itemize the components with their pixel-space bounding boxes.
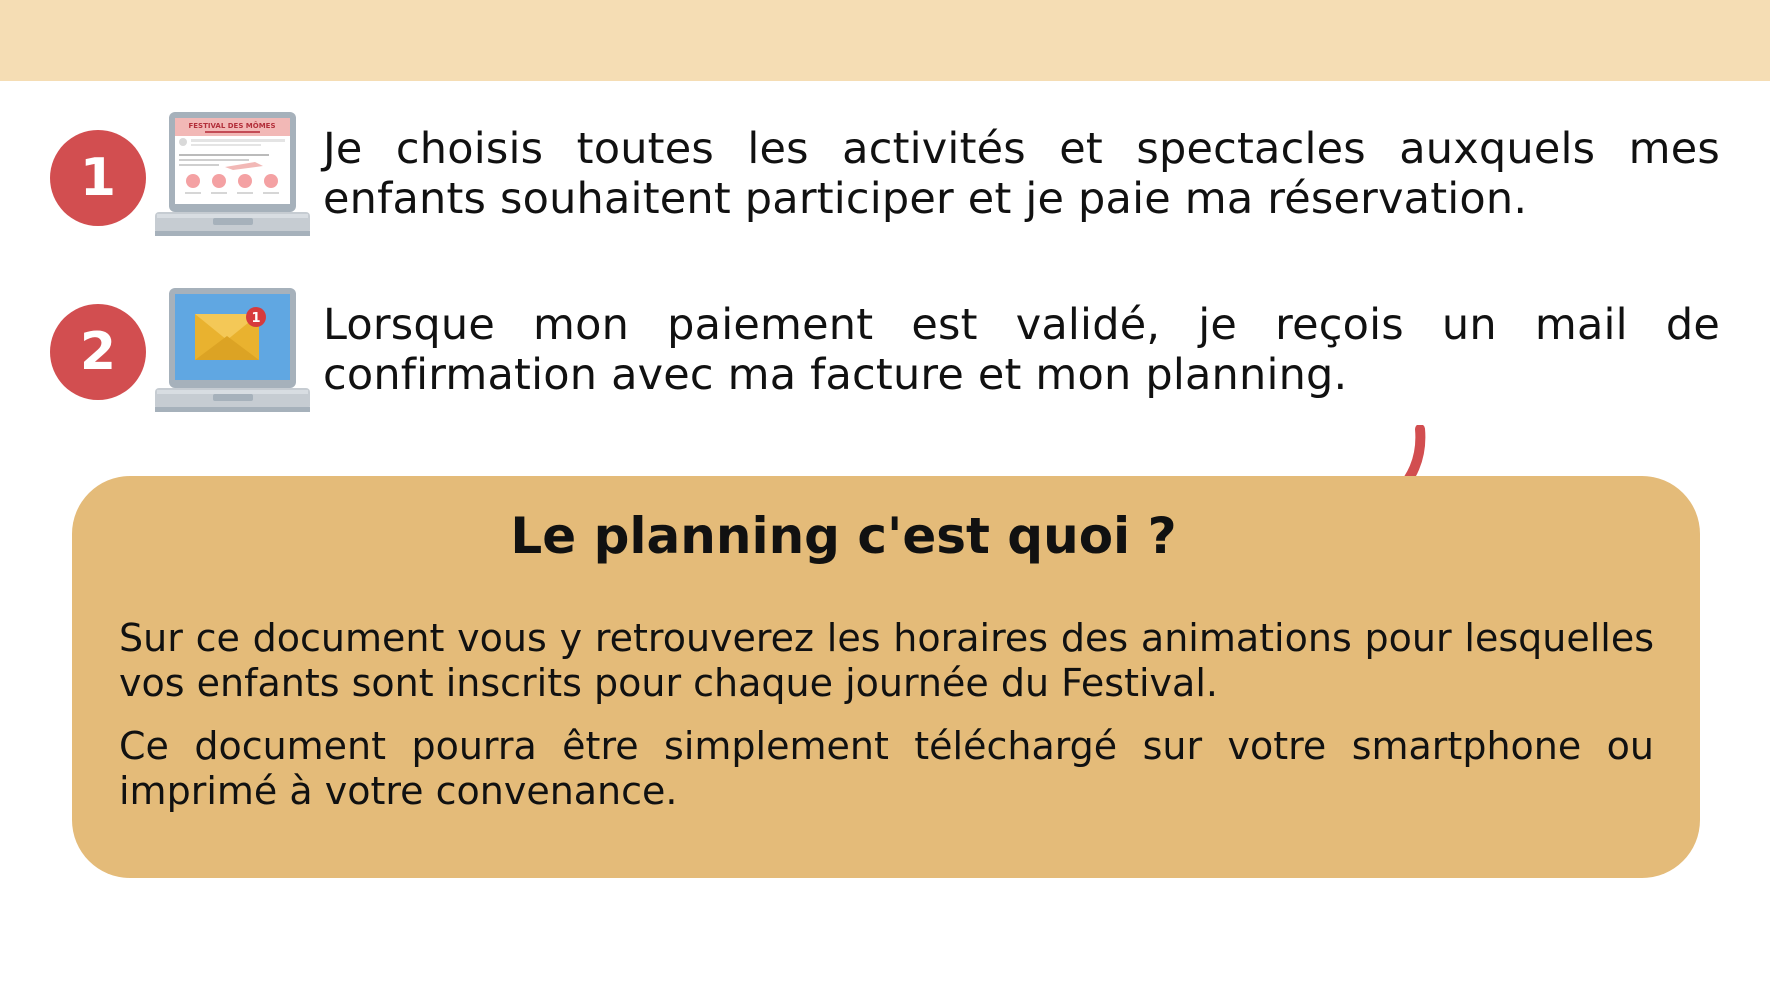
laptop-website-icon bbox=[155, 112, 310, 242]
step-2-number-badge: 2 bbox=[50, 304, 146, 400]
top-banner bbox=[0, 0, 1770, 81]
laptop-mail-icon bbox=[155, 288, 310, 418]
planning-info-box bbox=[72, 476, 1700, 878]
step-2-text: Lorsque mon paiement est validé, je reçois un mail de confirmation avec ma facture et mon planning. bbox=[323, 300, 1720, 400]
notification-count: 1 bbox=[251, 311, 261, 326]
step-1-text: Je choisis toutes les activités et spectacles auxquels mes enfants souhaitent participer et je paie ma réservation. bbox=[323, 124, 1720, 224]
step-1-number-badge: 1 bbox=[50, 130, 146, 226]
step-2 bbox=[0, 288, 1770, 418]
screen-title: FESTIVAL DES MÔMES bbox=[188, 122, 276, 130]
planning-info-paragraph: Sur ce document vous y retrouverez les horaires des animations pour lesquelles vos enfants sont inscrits pour chaque journée du Festival. bbox=[119, 616, 1654, 705]
planning-info-paragraph: Ce document pourra être simplement téléchargé sur votre smartphone ou imprimé à votre convenance. bbox=[119, 724, 1654, 813]
step-1 bbox=[0, 112, 1770, 242]
planning-info-title: Le planning c'est quoi ? bbox=[510, 507, 1177, 565]
